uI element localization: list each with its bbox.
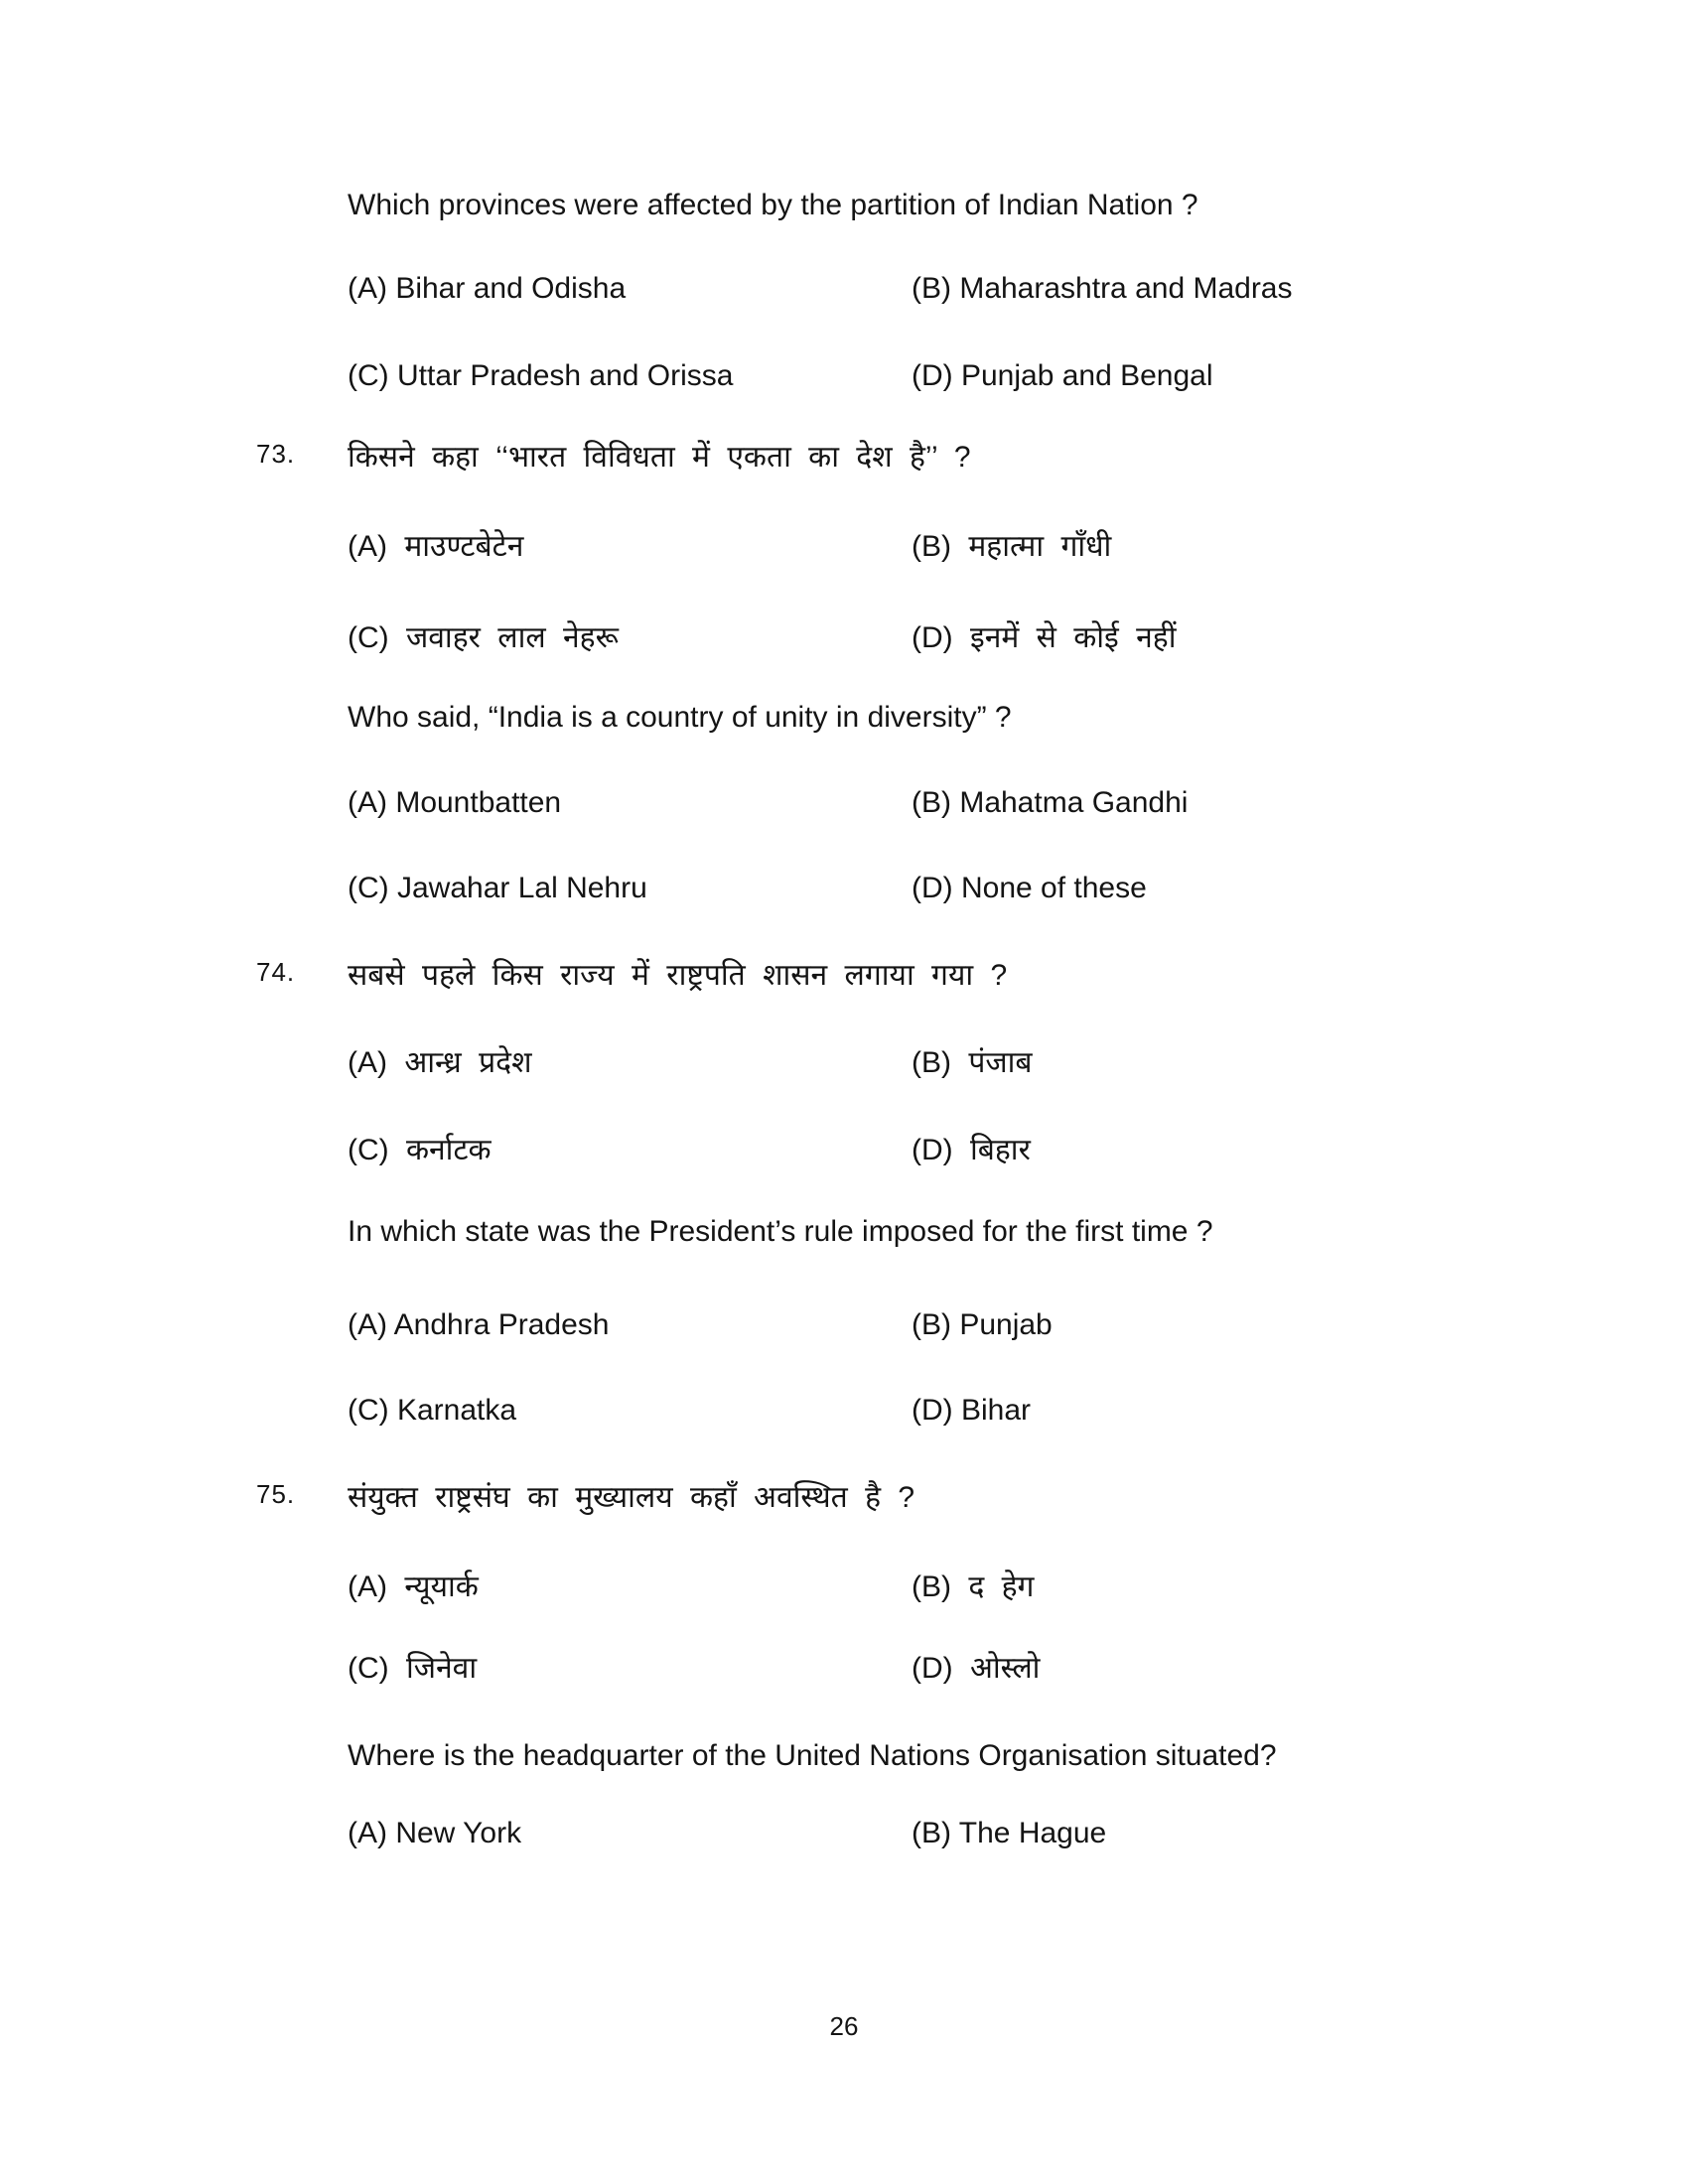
option-c: (C) Karnatka — [348, 1394, 517, 1427]
option-b: (B) Punjab — [912, 1308, 1053, 1341]
question-number: 74. — [256, 957, 296, 987]
question-text-hindi: संयुक्त राष्ट्रसंघ का मुख्यालय कहाँ अवस्थित है ? — [348, 1481, 915, 1514]
question-73-hindi-options-ab — [0, 524, 1688, 568]
question-text-english: Which provinces were affected by the partition of Indian Nation ? — [348, 189, 1198, 221]
question-73-english-row — [0, 701, 1688, 745]
question-number: 75. — [256, 1479, 296, 1509]
option-b: (B) Mahatma Gandhi — [912, 786, 1189, 819]
question-74-hindi-options-ab — [0, 1040, 1688, 1084]
question-72-english-options-ab — [0, 272, 1688, 316]
option-c: (C) Jawahar Lal Nehru — [348, 872, 647, 904]
option-d: (D) None of these — [912, 872, 1147, 904]
option-a: (A) Bihar and Odisha — [348, 272, 627, 305]
option-b: (B) पंजाब — [912, 1046, 1033, 1079]
option-d: (D) Bihar — [912, 1394, 1032, 1427]
question-74-english-row — [0, 1215, 1688, 1259]
question-text-hindi: किसने कहा ‘‘भारत विविधता में एकता का देश है’’ ? — [348, 441, 971, 474]
option-c: (C) जवाहर लाल नेहरू — [348, 621, 619, 654]
option-a: (A) Andhra Pradesh — [348, 1308, 610, 1341]
option-b: (B) द हेग — [912, 1570, 1035, 1603]
question-72-english-options-cd — [0, 359, 1688, 403]
option-d: (D) ओस्लो — [912, 1652, 1041, 1685]
question-75-english-row — [0, 1739, 1688, 1783]
option-a: (A) Mountbatten — [348, 786, 562, 819]
question-74-hindi-row — [0, 953, 1688, 997]
question-74-english-options-ab — [0, 1308, 1688, 1352]
question-73-hindi-options-cd — [0, 615, 1688, 659]
option-b: (B) Maharashtra and Madras — [912, 272, 1293, 305]
question-73-english-options-ab — [0, 786, 1688, 830]
question-text-english: Who said, “India is a country of unity in diversity” ? — [348, 701, 1012, 734]
option-a: (A) माउण्टबेटेन — [348, 530, 524, 563]
option-d: (D) बिहार — [912, 1134, 1031, 1166]
question-73-hindi-row — [0, 435, 1688, 478]
option-c: (C) जिनेवा — [348, 1652, 478, 1685]
option-b: (B) महात्मा गाँधी — [912, 530, 1112, 563]
question-text-hindi: सबसे पहले किस राज्य में राष्ट्रपति शासन लगाया गया ? — [348, 959, 1008, 992]
option-b: (B) The Hague — [912, 1817, 1107, 1849]
option-a: (A) New York — [348, 1817, 522, 1849]
question-74-english-options-cd — [0, 1394, 1688, 1437]
question-75-english-options-ab — [0, 1817, 1688, 1860]
option-d: (D) इनमें से कोई नहीं — [912, 621, 1177, 654]
question-75-hindi-options-cd — [0, 1646, 1688, 1690]
question-number: 73. — [256, 439, 296, 469]
question-73-english-options-cd — [0, 872, 1688, 915]
option-c: (C) कर्नाटक — [348, 1134, 492, 1166]
option-d: (D) Punjab and Bengal — [912, 359, 1213, 392]
question-75-hindi-row — [0, 1475, 1688, 1519]
option-c: (C) Uttar Pradesh and Orissa — [348, 359, 734, 392]
question-72-english-row — [0, 189, 1688, 232]
question-text-english: Where is the headquarter of the United Nations Organisation situated? — [348, 1739, 1277, 1772]
question-75-hindi-options-ab — [0, 1565, 1688, 1608]
page-number: 26 — [829, 2011, 859, 2041]
question-text-english: In which state was the President’s rule imposed for the first time ? — [348, 1215, 1213, 1248]
option-a: (A) न्यूयार्क — [348, 1570, 479, 1603]
question-74-hindi-options-cd — [0, 1128, 1688, 1171]
option-a: (A) आन्ध्र प्रदेश — [348, 1046, 532, 1079]
